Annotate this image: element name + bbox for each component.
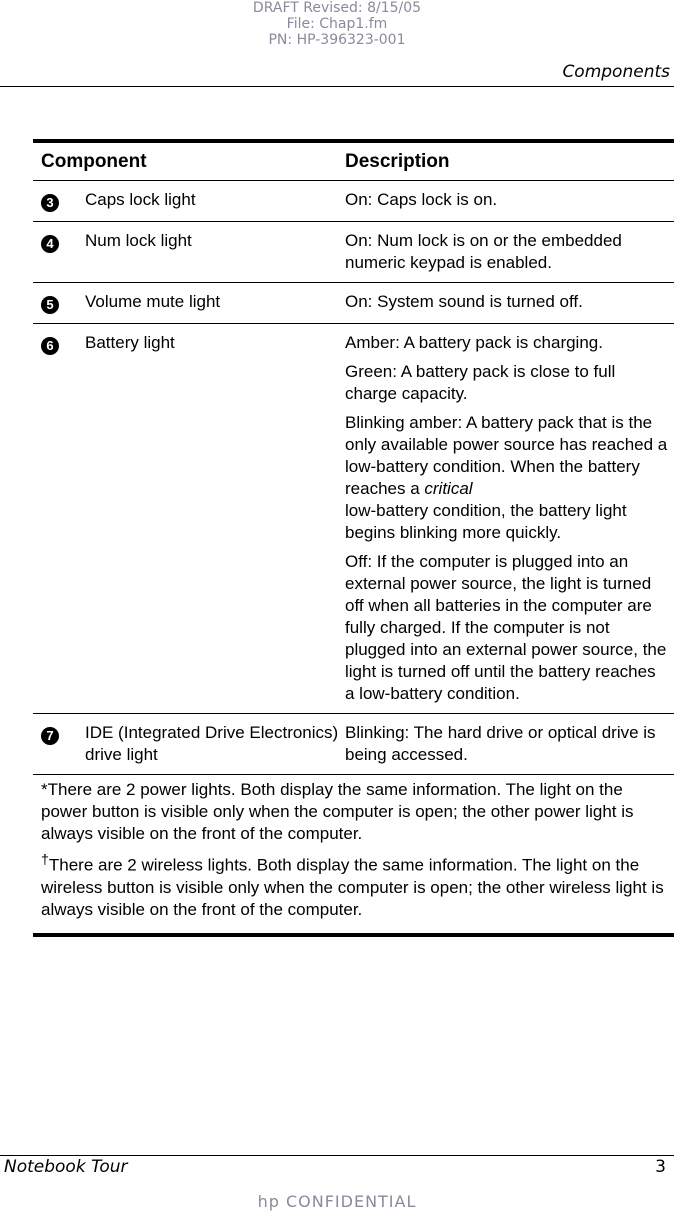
callout-3: 3 <box>41 194 59 212</box>
callout-6: 6 <box>41 337 59 355</box>
description-text: On: System sound is turned off. <box>345 292 583 311</box>
header-component: Component <box>41 150 147 172</box>
description-text-part: low-battery condition, the battery light begins blinking more quickly. <box>345 501 627 542</box>
description-emphasis: critical <box>424 479 473 498</box>
description-text: On: Caps lock is on. <box>345 190 498 209</box>
dagger-mark: † <box>41 852 49 868</box>
table-row <box>33 181 674 221</box>
footnote-power: *There are 2 power lights. Both display the same information. The light on the power button is visible only when the computer is open; the other power light is always visible on the front of the computer. <box>41 780 634 843</box>
callout-5: 5 <box>41 296 59 314</box>
footer-chapter: Notebook Tour <box>4 1157 128 1177</box>
callout-number <box>33 332 85 705</box>
table-bottom-rule <box>33 933 674 937</box>
callout-number <box>33 722 85 766</box>
description-text: On: Num lock is on or the embedded numeric keypad is enabled. <box>345 231 622 272</box>
component-description <box>345 230 674 274</box>
description-text-part: Blinking amber: A battery pack that is the only available power source has reached a low-battery condition. When the battery reaches a <box>345 413 668 498</box>
callout-number <box>33 291 85 315</box>
table-footnotes <box>33 775 674 933</box>
draft-revised: DRAFT Revised: 8/15/05 <box>252 0 422 16</box>
component-name: Caps lock light <box>85 190 196 209</box>
page-number: 3 <box>655 1157 666 1177</box>
description-text: Blinking: The hard drive or optical drive is being accessed. <box>345 723 656 764</box>
component-description <box>345 332 674 705</box>
header-description: Description <box>345 150 450 172</box>
table-row <box>33 283 674 323</box>
table-row <box>33 714 674 774</box>
footer-rule <box>0 1155 674 1156</box>
callout-number <box>33 189 85 213</box>
confidential-stamp: hp CONFIDENTIAL <box>257 1192 417 1211</box>
description-text: Amber: A battery pack is charging. <box>345 333 603 352</box>
component-description <box>345 722 674 766</box>
callout-7: 7 <box>41 727 59 745</box>
footnote-wireless-text: There are 2 wireless lights. Both display the same information. The light on the wireless button is visible only when the computer is open; the other wireless light is always visible on the front of the computer. <box>41 855 664 919</box>
component-name: Num lock light <box>85 231 192 250</box>
draft-pn: PN: HP-396323-001 <box>268 32 406 48</box>
component-description <box>345 291 674 315</box>
table-row <box>33 324 674 713</box>
component-name: Volume mute light <box>85 292 221 311</box>
component-name: Battery light <box>85 333 175 352</box>
description-text: Green: A battery pack is close to full charge capacity. <box>345 362 616 403</box>
table-header-row <box>33 143 674 180</box>
table-row <box>33 222 674 282</box>
header-rule <box>0 86 674 87</box>
component-name: IDE (Integrated Drive Electronics) drive light <box>85 723 339 764</box>
draft-file: File: Chap1.fm <box>286 16 388 32</box>
draft-stamp <box>0 0 674 48</box>
component-description <box>345 189 674 213</box>
description-text <box>345 412 668 544</box>
footnote-wireless <box>41 849 666 921</box>
description-text: Off: If the computer is plugged into an external power source, the light is turned off when all batteries in the computer are fully charged. If the computer is not plugged into an external power source, the light is turned off until the battery reaches a low-battery condition. <box>345 552 667 703</box>
components-table <box>33 139 674 937</box>
callout-number <box>33 230 85 274</box>
running-head: Components <box>562 62 670 82</box>
callout-4: 4 <box>41 235 59 253</box>
